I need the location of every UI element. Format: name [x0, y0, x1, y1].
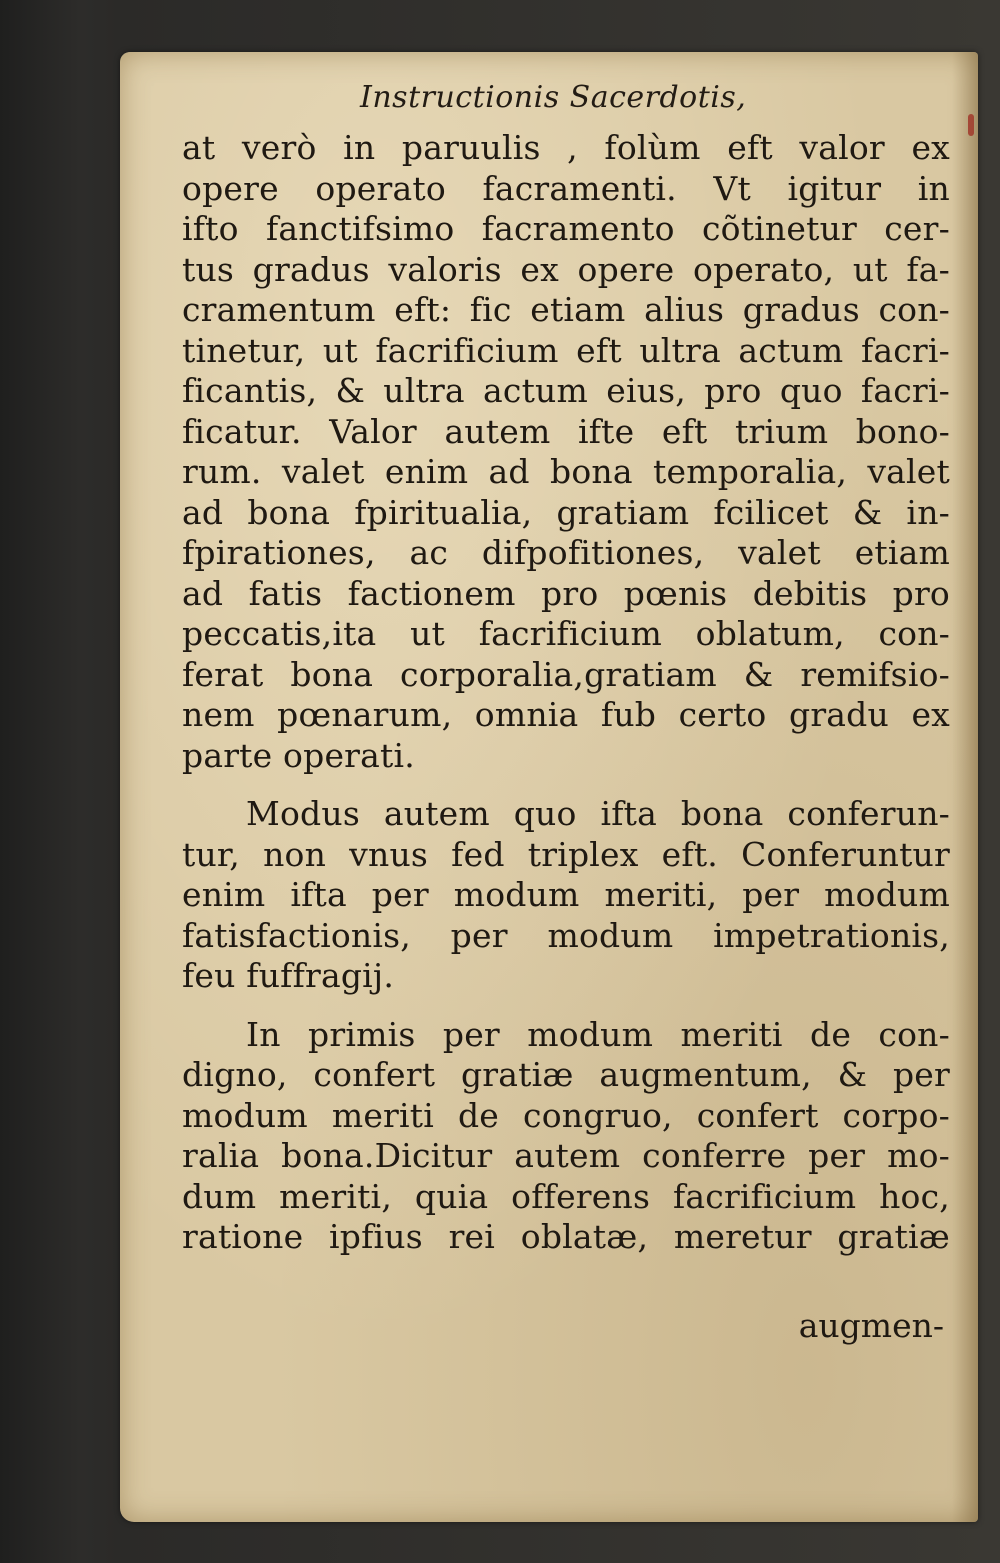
text-line: parte operati.: [182, 735, 415, 775]
text-line: peccatis,ita ut facrificium oblatum, con-: [182, 614, 950, 653]
text-line: ifto fanctifsimo facramento cõtinetur cer-: [182, 209, 950, 248]
text-line: feu fuffragij.: [182, 956, 395, 995]
text-line: ficatur. Valor autem ifte eft trium bono-: [182, 411, 950, 451]
paragraph-gap: [182, 776, 950, 794]
text-line: at verò in paruulis , folùm eft valor ex: [182, 128, 950, 167]
text-line: ad fatis factionem pro pœnis debitis pro: [182, 573, 950, 613]
text-line: modum meriti de congruo, confert corpo-: [182, 1095, 950, 1135]
page-gutter-shadow: [952, 52, 978, 1522]
text-line: dum meriti, quia offerens facrificium hoc,: [182, 1176, 950, 1216]
text-line: ficantis, & ultra actum eius, pro quo facri-: [182, 371, 950, 410]
text-line: nem pœnarum, omnia fub certo gradu ex: [182, 695, 950, 734]
text-line: enim ifta per modum meriti, per modum: [182, 875, 950, 914]
text-line: cramentum eft: fic etiam alius gradus con-: [182, 290, 950, 329]
red-ink-mark: [968, 114, 974, 136]
text-line: tus gradus valoris ex opere operato, ut fa-: [182, 249, 950, 289]
text-line: In primis per modum meriti de con-: [246, 1014, 950, 1054]
text-line: ralia bona.Dicitur autem conferre per mo-: [182, 1136, 950, 1175]
text-line: opere operato facramenti. Vt igitur in: [182, 168, 950, 208]
text-line: tur, non vnus fed triplex eft. Conferuntur: [182, 834, 950, 874]
text-line: Modus autem quo ifta bona conferun-: [246, 794, 950, 833]
running-head: Instructionis Sacerdotis,: [360, 80, 747, 115]
text-line: ratione ipfius rei oblatæ, meretur gratiæ: [182, 1217, 950, 1256]
text-line: tinetur, ut facrificium eft ultra actum facri-: [182, 330, 950, 370]
text-line: fatisfactionis, per modum impetrationis,: [182, 915, 950, 955]
body-text: [182, 128, 950, 1258]
text-line: digno, confert gratiæ augmentum, & per: [182, 1055, 950, 1094]
paragraph-gap: [182, 997, 950, 1015]
text-line: ad bona fpiritualia, gratiam fcilicet & in-: [182, 492, 950, 532]
text-line: ferat bona corporalia,gratiam & remifsio-: [182, 654, 950, 694]
text-line: fpirationes, ac difpofitiones, valet etiam: [182, 533, 950, 572]
catchword: augmen-: [798, 1306, 944, 1345]
text-line: rum. valet enim ad bona temporalia, valet: [182, 452, 950, 491]
